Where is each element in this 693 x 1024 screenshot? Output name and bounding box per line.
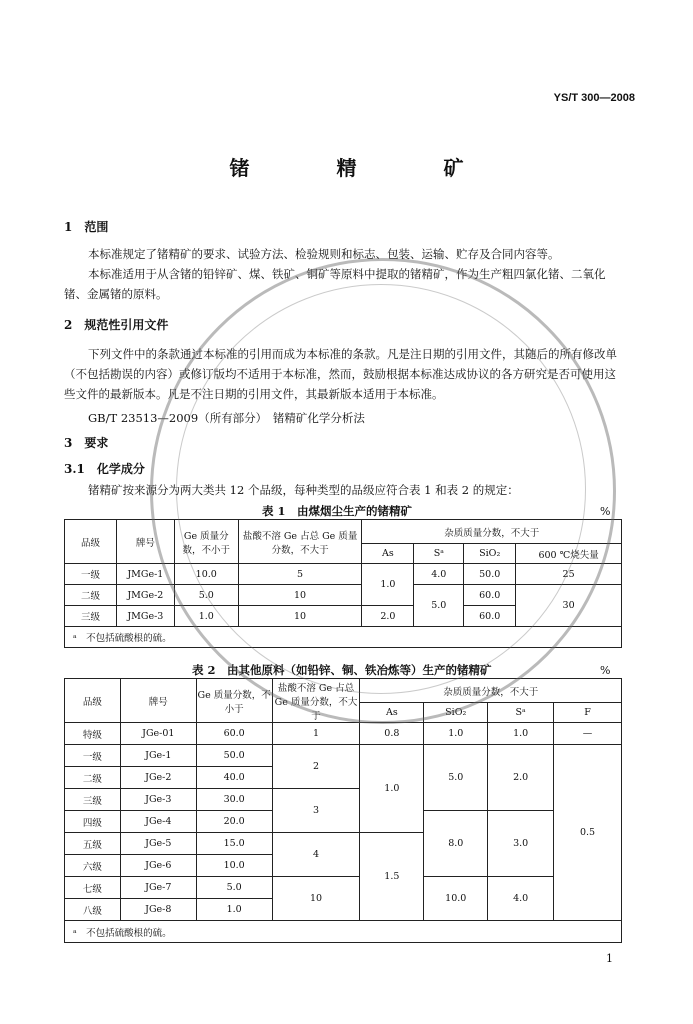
table-2-cell-ge: 1.0 (196, 899, 272, 921)
table-2-cell-grade: 四级 (65, 811, 121, 833)
table-2-cell-brand: JGe-01 (120, 723, 196, 745)
table-2-cell-ge: 50.0 (196, 745, 272, 767)
table-1-cell-as: 1.0 (362, 564, 414, 606)
table-1-header-grade: 品级 (65, 520, 117, 564)
table-2-cell-brand: JGe-3 (120, 789, 196, 811)
table-2-cell-insoluble: 1 (272, 723, 360, 745)
table-2-cell-sio2: 10.0 (424, 877, 488, 921)
table-2-cell-insoluble: 10 (272, 877, 360, 921)
table-1-cell-brand: JMGe-3 (116, 606, 174, 627)
table-2-header-grade: 品级 (65, 679, 121, 723)
table-1-header-as: As (362, 544, 414, 564)
table-2-cell-grade: 五级 (65, 833, 121, 855)
table-1-header-s: Sᵃ (414, 544, 464, 564)
table-2-unit: % (600, 664, 611, 677)
section-3-heading: 3 要求 (64, 436, 109, 450)
table-1-cell-loss: 25 (516, 564, 622, 585)
table-row (65, 723, 622, 745)
table-2-cell-grade: 八级 (65, 899, 121, 921)
table-2-cell-brand: JGe-6 (120, 855, 196, 877)
table-2-cell-brand: JGe-4 (120, 811, 196, 833)
table-2-cell-brand: JGe-1 (120, 745, 196, 767)
table-1-cell-brand: JMGe-2 (116, 585, 174, 606)
table-1-cell-ge: 10.0 (174, 564, 238, 585)
table-row (65, 877, 622, 899)
table-1-header-brand: 牌号 (116, 520, 174, 564)
table-2-cell-ge: 10.0 (196, 855, 272, 877)
document-title: 锗 精 矿 (229, 156, 504, 180)
table-2-cell-ge: 20.0 (196, 811, 272, 833)
table-1-header-loss: 600 ℃烧失量 (516, 544, 622, 564)
table-2-cell-as: 1.5 (360, 833, 424, 921)
table-2-header-ge: Ge 质量分数，不小于 (196, 679, 272, 723)
section-1-paragraph-2: 本标准适用于从含锗的铅锌矿、煤、铁矿、铜矿等原料中提取的锗精矿，作为生产粗四氯化锗、二氧化锗、金属锗的原料。 (64, 267, 606, 301)
section-2-paragraph: 下列文件中的条款通过本标准的引用而成为本标准的条款。凡是注日期的引用文件，其随后的所有修改单（不包括勘误的内容）或修订版均不适用于本标准，然而，鼓励根据本标准达成协议的各方研究是否可使用这些文件的最新版本。凡是不注日期的引用文件，其最新版本适用于本标准。 (64, 347, 617, 401)
table-1-cell-as: 2.0 (362, 606, 414, 627)
table-2-footnote: ᵃ 不包括硫酸根的硫。 (65, 921, 622, 943)
table-2-cell-as: 0.8 (360, 723, 424, 745)
section-3-1-paragraph: 锗精矿按来源分为两大类共 12 个品级，每种类型的品级应符合表 1 和表 2 的规定： (88, 483, 519, 497)
section-1-paragraph-1: 本标准规定了锗精矿的要求、试验方法、检验规则和标志、包装、运输、贮存及合同内容等。 (88, 247, 560, 261)
table-1-cell-grade: 三级 (65, 606, 117, 627)
table-row (65, 745, 622, 767)
table-2-cell-grade: 七级 (65, 877, 121, 899)
table-1-footnote: ᵃ 不包括硫酸根的硫。 (65, 627, 622, 648)
table-2-cell-s: 4.0 (488, 877, 554, 921)
table-2-cell-insoluble: 3 (272, 789, 360, 833)
table-2-header-sio2: SiO₂ (424, 703, 488, 723)
table-1-cell-insoluble: 10 (238, 606, 362, 627)
table-2-cell-brand: JGe-2 (120, 767, 196, 789)
table-2-header-impurities: 杂质质量分数，不大于 (360, 679, 622, 703)
table-2-header-f: F (554, 703, 622, 723)
table-1-header-insoluble: 盐酸不溶 Ge 占总 Ge 质量分数，不大于 (238, 520, 362, 564)
table-2-cell-ge: 30.0 (196, 789, 272, 811)
table-2-header-as: As (360, 703, 424, 723)
table-1-cell-sio2: 60.0 (464, 606, 516, 627)
table-2-header-brand: 牌号 (120, 679, 196, 723)
table-2-cell-ge: 40.0 (196, 767, 272, 789)
section-3-1-heading: 3.1 化学成分 (64, 462, 145, 476)
table-2-cell-f: 0.5 (554, 745, 622, 921)
table-2-cell-f: — (554, 723, 622, 745)
table-1-header-ge: Ge 质量分数，不小于 (174, 520, 238, 564)
table-2-cell-grade: 六级 (65, 855, 121, 877)
table-2-cell-brand: JGe-5 (120, 833, 196, 855)
table-2-caption: 表 2 由其他原料（如铅锌、铜、铁冶炼等）生产的锗精矿 (192, 663, 492, 677)
table-2-cell-sio2: 8.0 (424, 811, 488, 877)
normative-reference: GB/T 23513—2009（所有部分） 锗精矿化学分析法 (88, 411, 365, 425)
table-2-cell-brand: JGe-7 (120, 877, 196, 899)
table-1-header-sio2: SiO₂ (464, 544, 516, 564)
table-2-cell-insoluble: 4 (272, 833, 360, 877)
table-2-cell-brand: JGe-8 (120, 899, 196, 921)
table-1-cell-grade: 一级 (65, 564, 117, 585)
table-1-caption: 表 1 由煤烟尘生产的锗精矿 (262, 504, 413, 518)
page-number: 1 (606, 952, 613, 965)
section-2-heading: 2 规范性引用文件 (64, 318, 169, 332)
table-2-cell-s: 3.0 (488, 811, 554, 877)
table-1-cell-grade: 二级 (65, 585, 117, 606)
table-2-header-s: Sᵃ (488, 703, 554, 723)
table-1-header-impurities: 杂质质量分数，不大于 (362, 520, 622, 544)
table-1-cell-insoluble: 5 (238, 564, 362, 585)
table-1-cell-s: 4.0 (414, 564, 464, 585)
table-1-cell-sio2: 50.0 (464, 564, 516, 585)
table-2-cell-s: 1.0 (488, 723, 554, 745)
table-1-cell-loss: 30 (516, 585, 622, 627)
table-2-header-insoluble: 盐酸不溶 Ge 占总 Ge 质量分数，不大于 (272, 679, 360, 723)
table-1-cell-sio2: 60.0 (464, 585, 516, 606)
table-2-cell-sio2: 5.0 (424, 745, 488, 811)
table-2-cell-insoluble: 2 (272, 745, 360, 789)
table-1-cell-brand: JMGe-1 (116, 564, 174, 585)
table-1-cell-ge: 1.0 (174, 606, 238, 627)
table-2-cell-ge: 60.0 (196, 723, 272, 745)
table-2-cell-s: 2.0 (488, 745, 554, 811)
table-2-cell-grade: 二级 (65, 767, 121, 789)
standard-number: YS/T 300—2008 (553, 92, 635, 104)
table-2-cell-grade: 三级 (65, 789, 121, 811)
table-1-cell-ge: 5.0 (174, 585, 238, 606)
table-2-cell-sio2: 1.0 (424, 723, 488, 745)
watermark-stamp-inner-ring (176, 284, 586, 694)
table-2-cell-ge: 5.0 (196, 877, 272, 899)
table-2-cell-grade: 一级 (65, 745, 121, 767)
table-2-cell-ge: 15.0 (196, 833, 272, 855)
table-2-cell-as: 1.0 (360, 745, 424, 833)
table-1-unit: % (600, 505, 611, 518)
section-1-heading: 1 范围 (64, 220, 109, 234)
table-2-cell-grade: 特级 (65, 723, 121, 745)
table-1-cell-insoluble: 10 (238, 585, 362, 606)
table-1-cell-s: 5.0 (414, 585, 464, 627)
